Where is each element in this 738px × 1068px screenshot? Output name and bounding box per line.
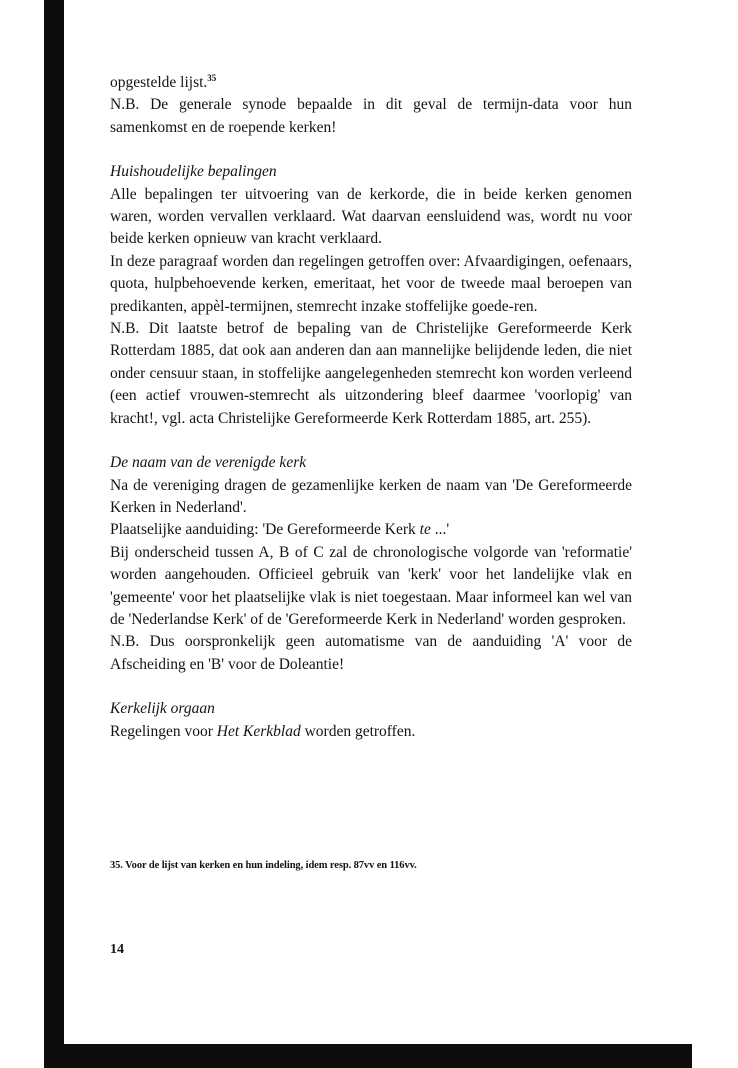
text-span: worden getroffen. — [300, 722, 416, 740]
text-span: Plaatselijke aanduiding: 'De Gereformeerde Kerk — [110, 521, 420, 539]
nb-paragraph: N.B. Dus oorspronkelijk geen automatisme van de aanduiding 'A' voor de Afscheiding en 'B' voor de Doleantie! — [110, 633, 632, 673]
intro-nb: N.B. De generale synode bepaalde in dit geval de termijn-data voor hun samenkomst en de roepende kerken! — [110, 96, 632, 136]
scan-border-left — [44, 0, 64, 1068]
text-span: Regelingen voor — [110, 722, 217, 740]
paragraph: Bij onderscheid tussen A, B of C zal de chronologische volgorde van 'reformatie' worden aangehouden. Officieel gebruik van 'kerk' voor het landelijke vlak en 'gemeente' voor het plaatselijke vlak is niet toegestaan. Maar informeel kan wel van de 'Nederlandse Kerk' of de 'Gereformeerde Kerk in Nederland' worden gesproken. — [110, 543, 632, 628]
section-orgaan — [110, 698, 632, 743]
paragraph: Na de vereniging dragen de gezamenlijke kerken de naam van 'De Gereformeerde Kerken in Nederland'. — [110, 476, 632, 516]
scan-border-bottom — [44, 1044, 692, 1068]
text-span: ...' — [430, 521, 450, 539]
intro-text: opgestelde lijst. — [110, 74, 208, 91]
intro-line — [110, 72, 632, 94]
paragraph: In deze paragraaf worden dan regelingen getroffen over: Afvaardigingen, oefenaars, quota, hulpbehoevende kerken, emeritaat, het voor de tweede maal beroepen van predikanten, appèl-termijnen, stemrecht inzake stoffelijke goede-ren. — [110, 252, 632, 315]
page-body — [110, 72, 632, 743]
italic-span: te — [419, 521, 431, 539]
page-number: 14 — [110, 942, 124, 957]
paragraph-orgaan — [110, 721, 632, 743]
footnote-reference: 35 — [207, 73, 217, 83]
nb-paragraph: N.B. Dit laatste betrof de bepaling van de Christelijke Gereformeerde Kerk Rotterdam 1885, dat ook aan anderen dan aan mannelijke belijdende leden, die niet onder censuur staan, in stoffelijke aangelegenheden stemrecht kon worden verleend (een actief vrouwen-stemrecht als uitzondering bleef daarmee 'voorlopig' van kracht!, vgl. acta Christelijke Gereformeerde Kerk Rotterdam 1885, art. 255). — [110, 320, 632, 427]
section-naam — [110, 452, 632, 676]
section-heading-orgaan: Kerkelijk orgaan — [110, 700, 215, 718]
paragraph: Alle bepalingen ter uitvoering van de kerkorde, die in beide kerken genomen waren, worden vervallen verklaard. Wat daarvan eensluidend was, wordt nu voor beide kerken opnieuw van kracht verklaard. — [110, 185, 632, 248]
footnote: 35. Voor de lijst van kerken en hun indeling, idem resp. 87vv en 116vv. — [110, 860, 417, 871]
section-huishoudelijk — [110, 161, 632, 430]
section-heading-naam: De naam van de verenigde kerk — [110, 454, 307, 472]
italic-span: Het Kerkblad — [216, 722, 301, 740]
section-heading-huishoudelijk: Huishoudelijke bepalingen — [110, 163, 277, 181]
paragraph-plaatselijk — [110, 519, 632, 541]
